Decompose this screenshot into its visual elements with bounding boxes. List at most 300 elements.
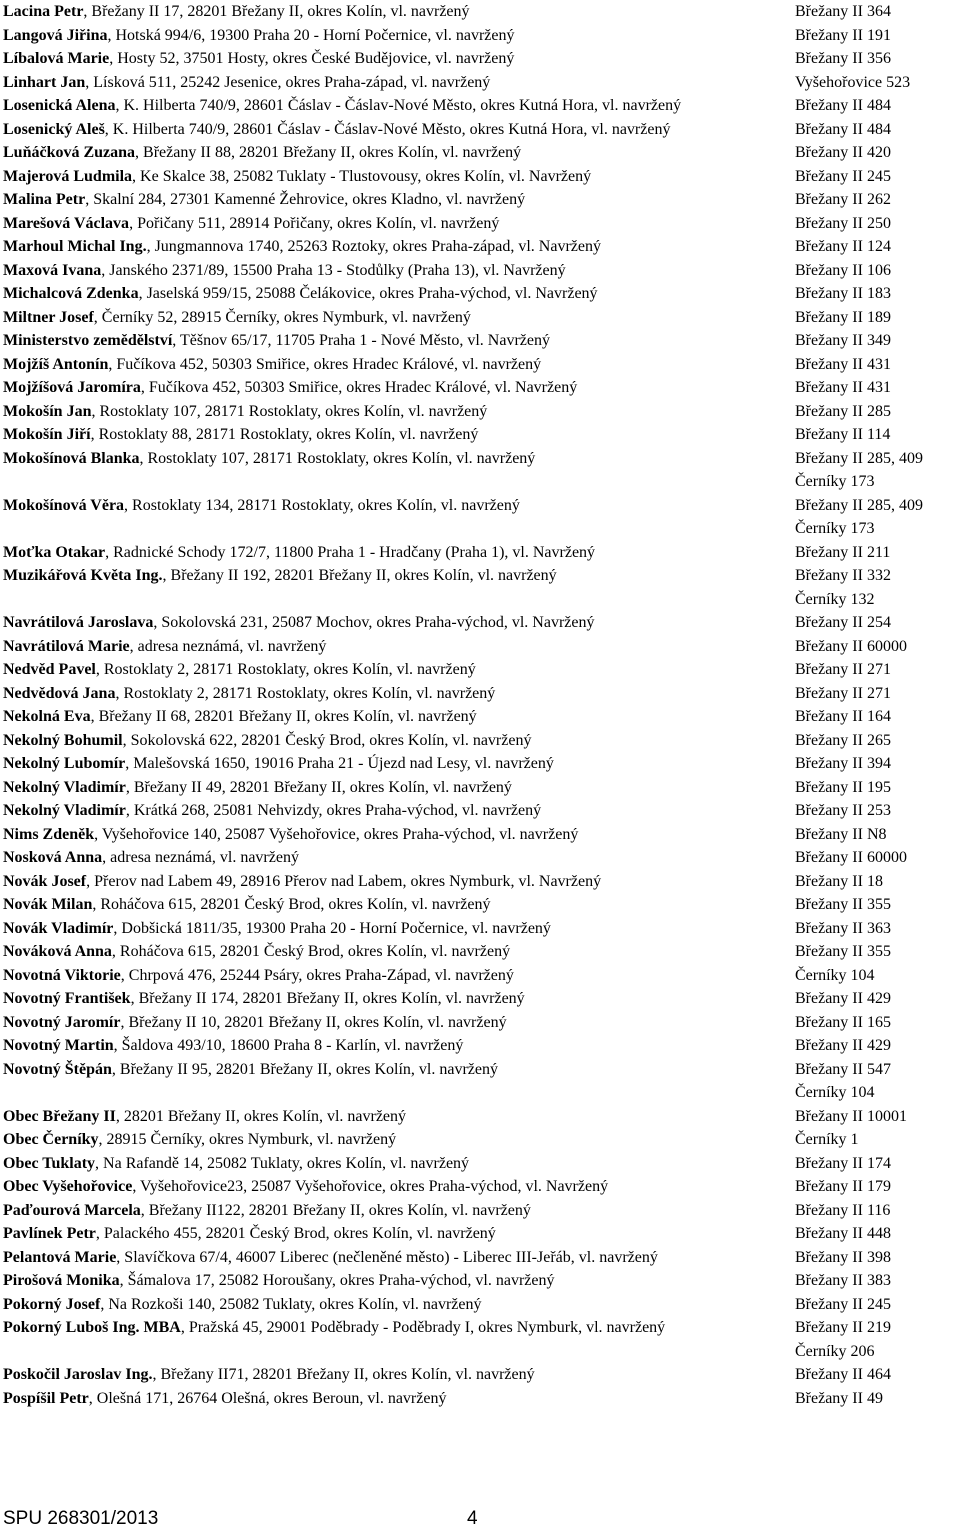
parcel-number: Břežany II 245 bbox=[795, 167, 891, 185]
parcel-number: Břežany II N8 bbox=[795, 825, 887, 843]
parcel-cell bbox=[795, 1363, 958, 1387]
list-item bbox=[3, 752, 958, 776]
parcel-number: Břežany II 431 bbox=[795, 355, 891, 373]
parcel-cell bbox=[795, 1034, 958, 1058]
owner-entry bbox=[3, 94, 795, 118]
owner-name: Novotná Viktorie bbox=[3, 966, 121, 984]
owner-address: , Lísková 511, 25242 Jesenice, okres Praha-západ, vl. navržený bbox=[85, 73, 491, 91]
owner-name: Luňáčková Zuzana bbox=[3, 144, 136, 161]
list-item bbox=[3, 24, 958, 48]
owner-name: Obec Tuklaty bbox=[3, 1154, 96, 1172]
owner-address: , Ke Skalce 38, 25082 Tuklaty - Tlustovousy, okres Kolín, vl. Navržený bbox=[132, 167, 592, 185]
parcel-number: Černíky 173 bbox=[795, 473, 875, 490]
parcel-cell bbox=[795, 1316, 958, 1363]
parcel-cell bbox=[795, 729, 958, 753]
parcel-cell bbox=[795, 165, 958, 189]
parcel-cell bbox=[795, 823, 958, 847]
owner-entry bbox=[3, 1246, 795, 1270]
owner-entry bbox=[3, 259, 795, 283]
parcel-number: Břežany II 356 bbox=[795, 50, 891, 67]
owner-address: , Chrpová 476, 25244 Psáry, okres Praha-Západ, vl. navržený bbox=[120, 966, 514, 984]
parcel-cell bbox=[795, 893, 958, 917]
owner-name: Langová Jiřina bbox=[3, 26, 108, 44]
owner-address: , Břežany II 174, 28201 Břežany II, okres Kolín, vl. navržený bbox=[130, 990, 525, 1007]
parcel-cell bbox=[795, 306, 958, 330]
owner-entry bbox=[3, 682, 795, 706]
owner-name: Michalcová Zdenka bbox=[3, 285, 139, 302]
owner-address: , Břežany II 95, 28201 Břežany II, okres Kolín, vl. navržený bbox=[111, 1060, 499, 1078]
owner-address: , Hosty 52, 37501 Hosty, okres České Budějovice, vl. navržený bbox=[109, 50, 515, 67]
parcel-cell bbox=[795, 964, 958, 988]
list-item bbox=[3, 1293, 958, 1317]
owner-entry bbox=[3, 423, 795, 447]
list-item bbox=[3, 1246, 958, 1270]
owner-entry bbox=[3, 400, 795, 424]
owner-name: Nims Zdeněk bbox=[3, 825, 95, 843]
parcel-number: Břežany II 10001 bbox=[795, 1107, 907, 1125]
parcel-number: Břežany II 484 bbox=[795, 97, 891, 114]
owner-address: , Jaselská 959/15, 25088 Čelákovice, okres Praha-východ, vl. Navržený bbox=[138, 285, 598, 302]
parcel-number: Břežany II 116 bbox=[795, 1201, 891, 1219]
owner-address: , Sokolovská 231, 25087 Mochov, okres Praha-východ, vl. Navržený bbox=[153, 614, 595, 631]
parcel-number: Břežany II 429 bbox=[795, 1037, 891, 1054]
parcel-number: Černíky 173 bbox=[795, 520, 875, 537]
owner-address: , 28915 Černíky, okres Nymburk, vl. navržený bbox=[98, 1131, 397, 1148]
owner-entry bbox=[3, 846, 795, 870]
owner-address: , Sokolovská 622, 28201 Český Brod, okres Kolín, vl. navržený bbox=[122, 731, 532, 749]
list-item bbox=[3, 1058, 958, 1105]
owner-address: , Pražská 45, 29001 Poděbrady - Poděbrady I, okres Nymburk, vl. navržený bbox=[180, 1319, 666, 1336]
owner-name: Nedvěd Pavel bbox=[3, 661, 96, 678]
parcel-cell bbox=[795, 259, 958, 283]
parcel-number: Břežany II 60000 bbox=[795, 637, 907, 655]
owner-name: Poskočil Jaroslav Ing. bbox=[3, 1366, 153, 1383]
list-item bbox=[3, 682, 958, 706]
owner-name: Paďourová Marcela bbox=[3, 1201, 141, 1219]
owner-name: Novotný František bbox=[3, 990, 131, 1007]
parcel-cell bbox=[795, 799, 958, 823]
owner-entry bbox=[3, 188, 795, 212]
owner-name: Nedvědová Jana bbox=[3, 684, 116, 702]
owner-entry bbox=[3, 494, 795, 541]
owner-entry bbox=[3, 987, 795, 1011]
list-item bbox=[3, 940, 958, 964]
owner-name: Pavlínek Petr bbox=[3, 1225, 96, 1242]
owner-name: Novotný Štěpán bbox=[3, 1060, 112, 1078]
parcel-number: Břežany II 285 bbox=[795, 402, 891, 420]
parcel-number: Břežany II 174 bbox=[795, 1154, 891, 1172]
owner-address: , Břežany II 88, 28201 Břežany II, okres Kolín, vl. navržený bbox=[135, 144, 522, 161]
parcel-cell bbox=[795, 705, 958, 729]
owner-name: Nekolný Lubomír bbox=[3, 755, 126, 772]
owner-entry bbox=[3, 611, 795, 635]
parcel-number: Černíky 132 bbox=[795, 590, 875, 608]
parcel-cell bbox=[795, 1269, 958, 1293]
parcel-number: Černíky 1 bbox=[795, 1131, 859, 1148]
owner-entry bbox=[3, 1199, 795, 1223]
parcel-cell bbox=[795, 658, 958, 682]
list-item bbox=[3, 1269, 958, 1293]
list-item bbox=[3, 776, 958, 800]
owner-address: , K. Hilberta 740/9, 28601 Čáslav - Čáslav-Nové Město, okres Kutná Hora, vl. navržený bbox=[104, 120, 671, 138]
owner-entry bbox=[3, 752, 795, 776]
parcel-number: Břežany II 179 bbox=[795, 1178, 891, 1195]
owner-entry bbox=[3, 353, 795, 377]
owner-entry bbox=[3, 917, 795, 941]
list-item bbox=[3, 494, 958, 541]
list-item bbox=[3, 282, 958, 306]
owner-entry bbox=[3, 635, 795, 659]
owner-name: Mojžíš Antonín bbox=[3, 355, 109, 373]
parcel-cell bbox=[795, 212, 958, 236]
parcel-number: Břežany II 60000 bbox=[795, 849, 907, 866]
owner-entry bbox=[3, 1034, 795, 1058]
owner-address: , Fučíkova 452, 50303 Smiřice, okres Hradec Králové, vl. Navržený bbox=[140, 379, 578, 396]
owner-address: , Rostoklaty 107, 28171 Rostoklaty, okres Kolín, vl. navržený bbox=[91, 402, 488, 420]
list-item bbox=[3, 353, 958, 377]
list-item bbox=[3, 1199, 958, 1223]
list-item bbox=[3, 259, 958, 283]
parcel-cell bbox=[795, 1105, 958, 1129]
parcel-cell bbox=[795, 235, 958, 259]
list-item bbox=[3, 47, 958, 71]
parcel-number: Černíky 206 bbox=[795, 1342, 875, 1360]
owner-address: , Vyšehořovice23, 25087 Vyšehořovice, okres Praha-východ, vl. Navržený bbox=[132, 1178, 609, 1195]
list-item bbox=[3, 212, 958, 236]
parcel-number: Břežany II 364 bbox=[795, 3, 891, 20]
parcel-cell bbox=[795, 987, 958, 1011]
parcel-number: Břežany II 547 bbox=[795, 1060, 891, 1078]
parcel-cell bbox=[795, 376, 958, 400]
owner-entry bbox=[3, 447, 795, 494]
owner-address: , Krátká 268, 25081 Nehvizdy, okres Praha-východ, vl. navržený bbox=[125, 802, 542, 819]
list-item bbox=[3, 306, 958, 330]
owner-entry bbox=[3, 235, 795, 259]
owner-name: Líbalová Marie bbox=[3, 50, 110, 67]
owner-address: , adresa neznámá, vl. navržený bbox=[129, 637, 327, 655]
parcel-number: Břežany II 285, 409 bbox=[795, 449, 923, 467]
parcel-number: Břežany II 189 bbox=[795, 308, 891, 326]
owner-name: Mokošín Jan bbox=[3, 402, 92, 420]
parcel-cell bbox=[795, 0, 958, 24]
owner-address: , Janského 2371/89, 15500 Praha 13 - Stodůlky (Praha 13), vl. Navržený bbox=[101, 261, 566, 279]
owner-entry bbox=[3, 1316, 795, 1363]
parcel-number: Břežany II 124 bbox=[795, 238, 891, 255]
parcel-number: Břežany II 429 bbox=[795, 990, 891, 1007]
owner-address: , Šaldova 493/10, 18600 Praha 8 - Karlín, vl. navržený bbox=[113, 1037, 464, 1054]
parcel-cell bbox=[795, 47, 958, 71]
parcel-cell bbox=[795, 1011, 958, 1035]
parcel-cell bbox=[795, 141, 958, 165]
owner-address: , Na Rafandě 14, 25082 Tuklaty, okres Kolín, vl. navržený bbox=[95, 1154, 470, 1172]
owner-name: Pospíšil Petr bbox=[3, 1389, 89, 1407]
owner-name: Malina Petr bbox=[3, 191, 86, 208]
parcel-number: Černíky 104 bbox=[795, 1084, 875, 1101]
owner-entry bbox=[3, 1363, 795, 1387]
list-item bbox=[3, 329, 958, 353]
parcel-cell bbox=[795, 940, 958, 964]
parcel-cell bbox=[795, 1175, 958, 1199]
parcel-cell bbox=[795, 846, 958, 870]
list-item bbox=[3, 0, 958, 24]
owner-entry bbox=[3, 306, 795, 330]
owner-name: Mokošín Jiří bbox=[3, 426, 91, 443]
owner-name: Nováková Anna bbox=[3, 943, 112, 960]
list-item bbox=[3, 1363, 958, 1387]
parcel-number: Břežany II 285, 409 bbox=[795, 496, 923, 514]
parcel-number: Břežany II 394 bbox=[795, 755, 891, 772]
parcel-cell bbox=[795, 423, 958, 447]
parcel-cell bbox=[795, 682, 958, 706]
owner-name: Nekolný Vladimír bbox=[3, 778, 126, 796]
parcel-number: Břežany II 265 bbox=[795, 731, 891, 749]
owner-address: , 28201 Břežany II, okres Kolín, vl. navržený bbox=[115, 1107, 407, 1125]
owner-name: Novák Josef bbox=[3, 872, 87, 890]
owner-address: , Hotská 994/6, 19300 Praha 20 - Horní Počernice, vl. navržený bbox=[107, 26, 515, 44]
owner-name: Ministerstvo zemědělství bbox=[3, 332, 173, 349]
list-item bbox=[3, 846, 958, 870]
parcel-number: Břežany II 195 bbox=[795, 778, 891, 796]
owner-entry bbox=[3, 893, 795, 917]
owner-address: , Břežany II122, 28201 Břežany II, okres Kolín, vl. navržený bbox=[140, 1201, 531, 1219]
owner-name: Nekolný Bohumil bbox=[3, 731, 123, 749]
owner-entry bbox=[3, 165, 795, 189]
owner-address: , Břežany II 10, 28201 Břežany II, okres Kolín, vl. navržený bbox=[120, 1013, 507, 1031]
owner-entry bbox=[3, 729, 795, 753]
parcel-cell bbox=[795, 1152, 958, 1176]
owner-address: , Roháčova 615, 28201 Český Brod, okres Kolín, vl. navržený bbox=[92, 896, 491, 913]
owner-entry bbox=[3, 776, 795, 800]
owner-address: , Palackého 455, 28201 Český Brod, okres Kolín, vl. navržený bbox=[95, 1225, 496, 1242]
parcel-cell bbox=[795, 1222, 958, 1246]
owner-address: , Těšnov 65/17, 11705 Praha 1 - Nové Město, vl. Navržený bbox=[172, 332, 550, 349]
owner-name: Marešová Václava bbox=[3, 214, 130, 232]
list-item bbox=[3, 71, 958, 95]
parcel-number: Břežany II 355 bbox=[795, 943, 891, 960]
parcel-cell bbox=[795, 94, 958, 118]
owner-name: Miltner Josef bbox=[3, 308, 94, 326]
owner-entry bbox=[3, 799, 795, 823]
parcel-cell bbox=[795, 1199, 958, 1223]
parcel-cell bbox=[795, 611, 958, 635]
owner-address: , Roháčova 615, 28201 Český Brod, okres Kolín, vl. navržený bbox=[111, 943, 511, 960]
owner-entry bbox=[3, 47, 795, 71]
parcel-cell bbox=[795, 494, 958, 541]
list-item bbox=[3, 1011, 958, 1035]
parcel-cell bbox=[795, 400, 958, 424]
list-item bbox=[3, 1105, 958, 1129]
list-item bbox=[3, 1222, 958, 1246]
page-number: 4 bbox=[467, 1508, 478, 1529]
list-item bbox=[3, 423, 958, 447]
parcel-number: Břežany II 484 bbox=[795, 120, 891, 138]
parcel-number: Břežany II 254 bbox=[795, 614, 891, 631]
parcel-number: Břežany II 165 bbox=[795, 1013, 891, 1031]
list-item bbox=[3, 823, 958, 847]
owner-name: Novák Milan bbox=[3, 896, 93, 913]
parcel-number: Břežany II 219 bbox=[795, 1319, 891, 1336]
parcel-cell bbox=[795, 541, 958, 565]
parcel-cell bbox=[795, 282, 958, 306]
owner-entry bbox=[3, 1387, 795, 1411]
list-item bbox=[3, 94, 958, 118]
list-item bbox=[3, 165, 958, 189]
owner-name: Pokorný Luboš Ing. MBA bbox=[3, 1319, 181, 1336]
list-item bbox=[3, 564, 958, 611]
owner-name: Pelantová Marie bbox=[3, 1248, 117, 1266]
owner-entry bbox=[3, 1152, 795, 1176]
owner-address: , Rostoklaty 107, 28171 Rostoklaty, okres Kolín, vl. navržený bbox=[139, 449, 536, 467]
owner-address: , Rostoklaty 88, 28171 Rostoklaty, okres Kolín, vl. navržený bbox=[90, 426, 479, 443]
owner-address: , adresa neznámá, vl. navržený bbox=[102, 849, 299, 866]
owner-name: Linhart Jan bbox=[3, 73, 86, 91]
owner-entry bbox=[3, 705, 795, 729]
owner-entry bbox=[3, 964, 795, 988]
parcel-cell bbox=[795, 776, 958, 800]
parcel-number: Černíky 104 bbox=[795, 966, 875, 984]
owner-address: , Přerov nad Labem 49, 28916 Přerov nad Labem, okres Nymburk, vl. Navržený bbox=[86, 872, 602, 890]
list-item bbox=[3, 400, 958, 424]
parcel-number: Břežany II 262 bbox=[795, 191, 891, 208]
owner-name: Novotný Jaromír bbox=[3, 1013, 121, 1031]
list-item bbox=[3, 729, 958, 753]
owner-entry bbox=[3, 658, 795, 682]
owner-list bbox=[3, 0, 958, 1410]
parcel-cell bbox=[795, 635, 958, 659]
parcel-cell bbox=[795, 917, 958, 941]
owner-entry bbox=[3, 1175, 795, 1199]
list-item bbox=[3, 987, 958, 1011]
parcel-number: Břežany II 420 bbox=[795, 144, 891, 161]
parcel-cell bbox=[795, 1387, 958, 1411]
parcel-number: Břežany II 245 bbox=[795, 1295, 891, 1313]
list-item bbox=[3, 964, 958, 988]
owner-name: Muzikářová Květa Ing. bbox=[3, 567, 163, 584]
parcel-number: Břežany II 464 bbox=[795, 1366, 891, 1383]
parcel-cell bbox=[795, 1246, 958, 1270]
owner-address: , Šámalova 17, 25082 Horoušany, okres Praha-východ, vl. navržený bbox=[119, 1272, 555, 1289]
owner-entry bbox=[3, 940, 795, 964]
parcel-number: Břežany II 250 bbox=[795, 214, 891, 232]
parcel-number: Břežany II 164 bbox=[795, 708, 891, 725]
owner-name: Marhoul Michal Ing. bbox=[3, 238, 147, 255]
owner-name: Navrátilová Marie bbox=[3, 637, 130, 655]
parcel-cell bbox=[795, 71, 958, 95]
list-item bbox=[3, 635, 958, 659]
parcel-cell bbox=[795, 118, 958, 142]
owner-name: Navrátilová Jaroslava bbox=[3, 614, 154, 631]
parcel-cell bbox=[795, 564, 958, 611]
parcel-number: Břežany II 271 bbox=[795, 661, 891, 678]
owner-entry bbox=[3, 141, 795, 165]
list-item bbox=[3, 799, 958, 823]
list-item bbox=[3, 188, 958, 212]
list-item bbox=[3, 611, 958, 635]
owner-address: , Radnické Schody 172/7, 11800 Praha 1 - Hradčany (Praha 1), vl. Navržený bbox=[105, 543, 596, 561]
footer-reference: SPU 268301/2013 bbox=[3, 1508, 159, 1529]
parcel-cell bbox=[795, 447, 958, 494]
list-item bbox=[3, 870, 958, 894]
owner-name: Mokošínová Věra bbox=[3, 496, 125, 514]
parcel-cell bbox=[795, 329, 958, 353]
owner-name: Novák Vladimír bbox=[3, 919, 114, 937]
owner-address: , Skalní 284, 27301 Kamenné Žehrovice, okres Kladno, vl. navržený bbox=[85, 191, 526, 208]
parcel-number: Břežany II 383 bbox=[795, 1272, 891, 1289]
parcel-number: Břežany II 49 bbox=[795, 1389, 883, 1407]
owner-address: , Břežany II 49, 28201 Břežany II, okres Kolín, vl. navržený bbox=[125, 778, 512, 796]
owner-address: , Olešná 171, 26764 Olešná, okres Beroun, vl. navržený bbox=[88, 1389, 447, 1407]
parcel-number: Břežany II 448 bbox=[795, 1225, 891, 1242]
owner-address: , Na Rozkoši 140, 25082 Tuklaty, okres Kolín, vl. navržený bbox=[100, 1295, 482, 1313]
owner-entry bbox=[3, 0, 795, 24]
owner-name: Obec Černíky bbox=[3, 1131, 99, 1148]
owner-address: , Břežany II71, 28201 Břežany II, okres Kolín, vl. navržený bbox=[152, 1366, 535, 1383]
owner-address: , Slavíčkova 67/4, 46007 Liberec (nečleněné město) - Liberec III-Jeřáb, vl. navržený bbox=[116, 1248, 658, 1266]
owner-address: , Černíky 52, 28915 Černíky, okres Nymburk, vl. navržený bbox=[93, 308, 471, 326]
list-item bbox=[3, 1316, 958, 1363]
list-item bbox=[3, 141, 958, 165]
owner-address: , Břežany II 17, 28201 Břežany II, okres Kolín, vl. navržený bbox=[83, 3, 470, 20]
owner-name: Losenický Aleš bbox=[3, 120, 105, 138]
owner-entry bbox=[3, 1293, 795, 1317]
parcel-cell bbox=[795, 870, 958, 894]
owner-name: Mojžíšová Jaromíra bbox=[3, 379, 141, 396]
parcel-cell bbox=[795, 1128, 958, 1152]
owner-entry bbox=[3, 823, 795, 847]
list-item bbox=[3, 658, 958, 682]
owner-entry bbox=[3, 282, 795, 306]
owner-entry bbox=[3, 1222, 795, 1246]
list-item bbox=[3, 1034, 958, 1058]
parcel-cell bbox=[795, 24, 958, 48]
parcel-cell bbox=[795, 1058, 958, 1105]
parcel-number: Břežany II 355 bbox=[795, 896, 891, 913]
owner-address: , Pořičany 511, 28914 Pořičany, okres Kolín, vl. navržený bbox=[129, 214, 500, 232]
owner-entry bbox=[3, 118, 795, 142]
list-item bbox=[3, 1152, 958, 1176]
list-item bbox=[3, 447, 958, 494]
owner-address: , Vyšehořovice 140, 25087 Vyšehořovice, okres Praha-východ, vl. navržený bbox=[94, 825, 579, 843]
owner-name: Majerová Ludmila bbox=[3, 167, 133, 185]
owner-address: , Břežany II 192, 28201 Břežany II, okres Kolín, vl. navržený bbox=[162, 567, 557, 584]
parcel-cell bbox=[795, 752, 958, 776]
owner-entry bbox=[3, 1269, 795, 1293]
parcel-number: Břežany II 183 bbox=[795, 285, 891, 302]
parcel-number: Břežany II 106 bbox=[795, 261, 891, 279]
owner-name: Nekolná Eva bbox=[3, 708, 91, 725]
owner-name: Pirošová Monika bbox=[3, 1272, 120, 1289]
owner-entry bbox=[3, 212, 795, 236]
owner-name: Mokošínová Blanka bbox=[3, 449, 140, 467]
owner-entry bbox=[3, 870, 795, 894]
parcel-cell bbox=[795, 1293, 958, 1317]
owner-name: Nekolný Vladimír bbox=[3, 802, 126, 819]
list-item bbox=[3, 1175, 958, 1199]
owner-entry bbox=[3, 564, 795, 611]
owner-address: , Břežany II 68, 28201 Břežany II, okres Kolín, vl. navržený bbox=[90, 708, 477, 725]
owner-entry bbox=[3, 1058, 795, 1105]
owner-name: Pokorný Josef bbox=[3, 1295, 101, 1313]
owner-address: , Rostoklaty 134, 28171 Rostoklaty, okres Kolín, vl. navržený bbox=[124, 496, 520, 514]
owner-entry bbox=[3, 541, 795, 565]
owner-name: Obec Břežany II bbox=[3, 1107, 116, 1125]
list-item bbox=[3, 893, 958, 917]
owner-entry bbox=[3, 71, 795, 95]
parcel-cell bbox=[795, 188, 958, 212]
owner-name: Lacina Petr bbox=[3, 3, 84, 20]
parcel-number: Břežany II 349 bbox=[795, 332, 891, 349]
owner-name: Nosková Anna bbox=[3, 849, 103, 866]
